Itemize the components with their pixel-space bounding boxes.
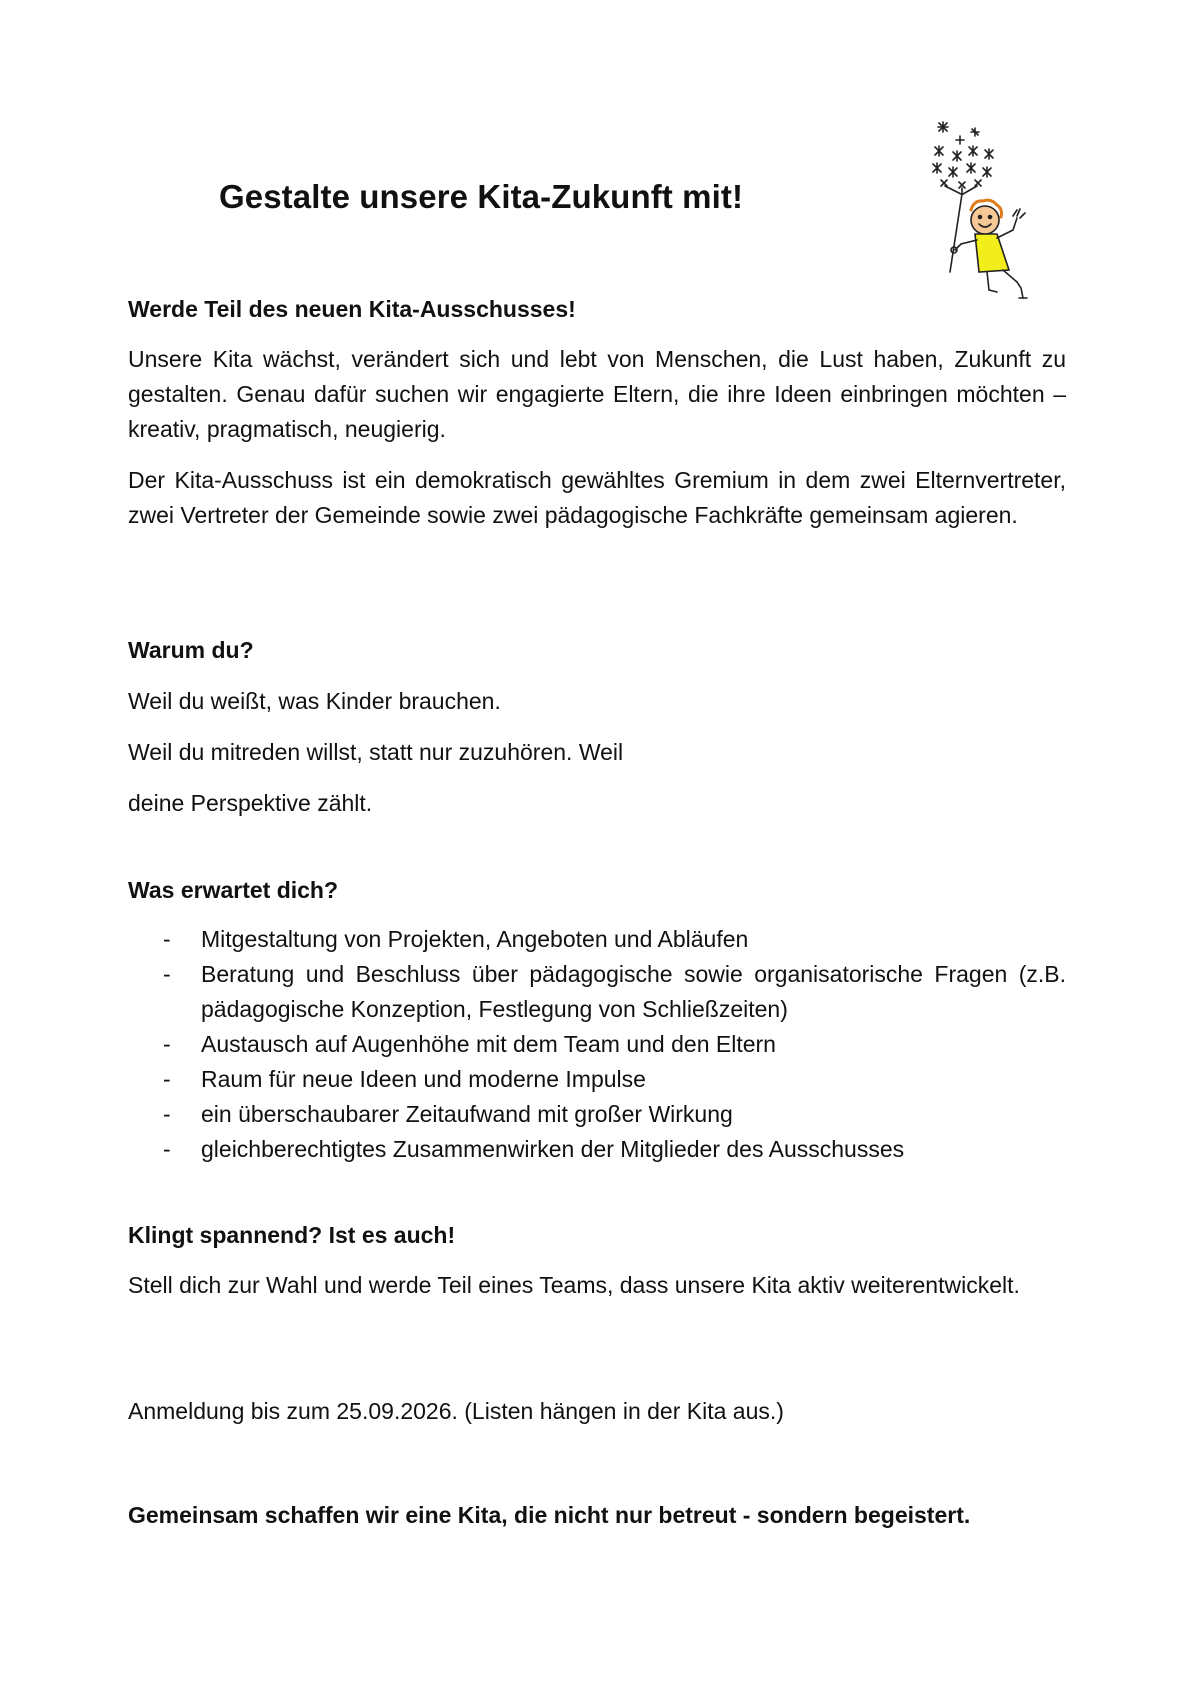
section-expect [128, 873, 1066, 908]
list-item [128, 1132, 1066, 1167]
list-item-text: Austausch auf Augenhöhe mit dem Team und den Eltern [201, 1031, 776, 1057]
exciting-paragraph-block [128, 1268, 1066, 1303]
intro-paragraph-1-block [128, 342, 1066, 447]
section-why [128, 633, 1066, 668]
why-line-2: Weil du mitreden willst, statt nur zuzuhören. Weil [128, 739, 624, 765]
list-item-text: Beratung und Beschluss über pädagogische sowie organisatorische Fragen (z.B. pädagogische Konzeption, Festlegung von Schließzeiten) [201, 961, 1066, 1022]
section-heading: Klingt spannend? Ist es auch! [128, 1222, 456, 1248]
dash-bullet: - [163, 1101, 171, 1127]
section-heading: Werde Teil des neuen Kita-Ausschusses! [128, 296, 576, 322]
child-icon [951, 200, 1027, 298]
child-with-dandelion-icon [905, 112, 1055, 307]
list-item-text: Mitgestaltung von Projekten, Angeboten und Abläufen [201, 926, 749, 952]
section-intro [128, 292, 1066, 327]
exciting-paragraph: Stell dich zur Wahl und werde Teil eines Teams, dass unsere Kita aktiv weiterentwickelt. [128, 1272, 1020, 1298]
expect-list-block [128, 922, 1066, 1167]
why-line-1: Weil du weißt, was Kinder brauchen. [128, 688, 501, 714]
why-line-1-block [128, 684, 1066, 719]
expect-list [128, 922, 1066, 1167]
why-line-3-block [128, 786, 1066, 821]
section-heading: Was erwartet dich? [128, 877, 339, 903]
dash-bullet: - [163, 961, 171, 987]
list-item [128, 957, 1066, 1027]
closing-block [128, 1497, 988, 1533]
dash-bullet: - [163, 1031, 171, 1057]
why-line-2-block [128, 735, 1066, 770]
dash-bullet: - [163, 1136, 171, 1162]
closing-statement: Gemeinsam schaffen wir eine Kita, die nicht nur betreut - sondern begeistert. [128, 1502, 971, 1528]
dash-bullet: - [163, 926, 171, 952]
list-item-text: Raum für neue Ideen und moderne Impulse [201, 1066, 646, 1092]
list-item [128, 1027, 1066, 1062]
list-item [128, 1097, 1066, 1132]
list-item [128, 922, 1066, 957]
registration-block [128, 1394, 1066, 1429]
page-title: Gestalte unsere Kita-Zukunft mit! [219, 178, 744, 215]
intro-paragraph-1: Unsere Kita wächst, verändert sich und lebt von Menschen, die Lust haben, Zukunft zu gestalten. Genau dafür suchen wir engagierte Eltern, die ihre Ideen einbringen möchten – kreativ, pragmatisch, neugierig. [128, 346, 1066, 442]
section-heading: Warum du? [128, 637, 254, 663]
section-exciting [128, 1218, 1066, 1253]
list-item-text: ein überschaubarer Zeitaufwand mit großer Wirkung [201, 1101, 733, 1127]
registration-note: Anmeldung bis zum 25.09.2026. (Listen hängen in der Kita aus.) [128, 1398, 784, 1424]
list-item [128, 1062, 1066, 1097]
list-item-text: gleichberechtigtes Zusammenwirken der Mitglieder des Ausschusses [201, 1136, 905, 1162]
why-line-3: deine Perspektive zählt. [128, 790, 373, 816]
intro-paragraph-2-block [128, 463, 1066, 533]
intro-paragraph-2: Der Kita-Ausschuss ist ein demokratisch gewähltes Gremium in dem zwei Elternvertreter, zwei Vertreter der Gemeinde sowie zwei pädagogische Fachkräfte gemeinsam agieren. [128, 467, 1066, 528]
dash-bullet: - [163, 1066, 171, 1092]
